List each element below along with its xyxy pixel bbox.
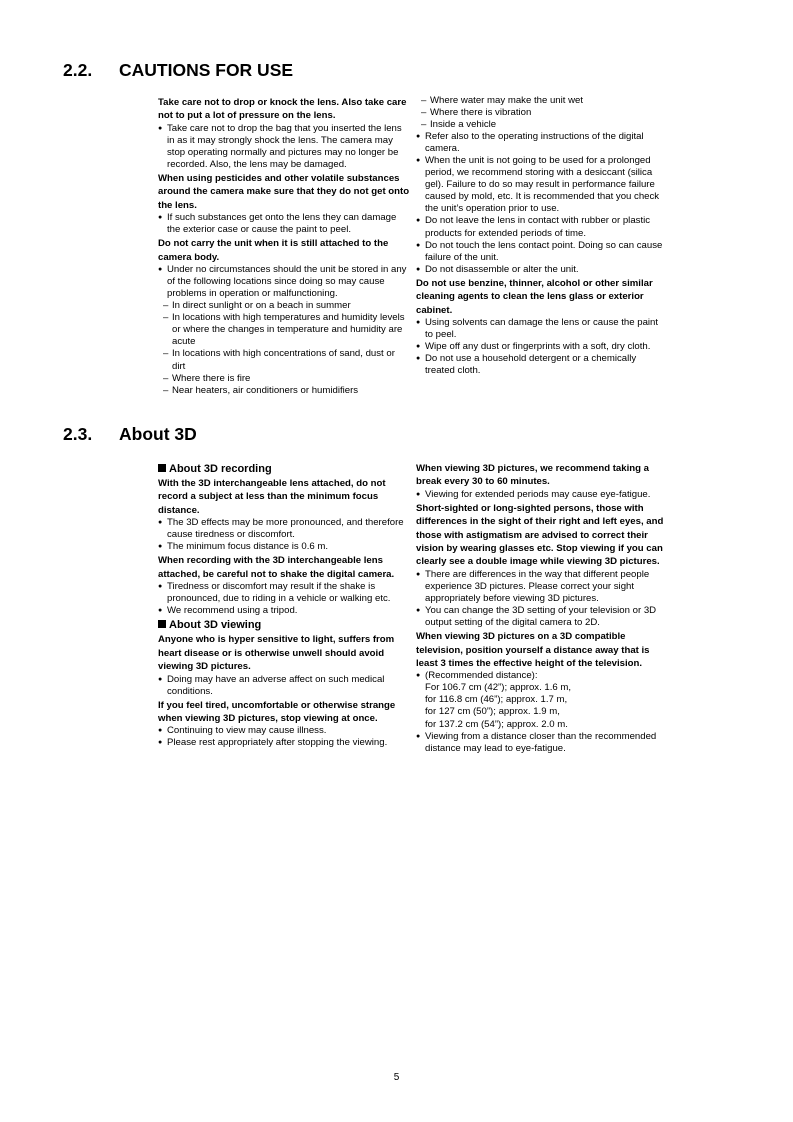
dash-item: – Where there is fire <box>158 373 410 385</box>
recommended-distance-line: For 106.7 cm (42”); approx. 1.6 m, <box>425 682 572 694</box>
bold-paragraph: When recording with the 3D interchangeable lens attached, be careful not to shake the digital camera. <box>158 555 395 580</box>
bold-paragraph: When viewing 3D pictures, we recommend taking a break every 30 to 60 minutes. <box>416 463 649 488</box>
bullet-item: ● The 3D effects may be more pronounced, and therefore cause tiredness or discomfort. <box>158 517 410 541</box>
dash-item: – Where water may make the unit wet <box>416 95 668 107</box>
dash-item: – Near heaters, air conditioners or humidifiers <box>158 385 410 397</box>
section-title: About 3D <box>119 424 197 444</box>
bold-paragraph: Short-sighted or long-sighted persons, those with differences in the sight of their right and left eyes, and those with astigmatism are advised to correct their vision by wearing glasses etc. Stop viewing if you can clearly see a double image while viewing 3D pictures. <box>416 502 664 568</box>
recommended-distance-line: for 127 cm (50”); approx. 1.9 m, <box>425 706 560 718</box>
square-bullet-icon <box>158 464 166 472</box>
dash-item: – Where there is vibration <box>416 107 668 119</box>
bullet-item: ● Do not leave the lens in contact with rubber or plastic products for extended periods of time. <box>416 215 668 239</box>
bold-paragraph: Do not use benzine, thinner, alcohol or other similar cleaning agents to clean the lens glass or exterior cabinet. <box>416 277 653 316</box>
section-number: 2.2. <box>63 60 93 80</box>
about3d-left-column <box>158 461 410 750</box>
bold-paragraph: Anyone who is hyper sensitive to light, suffers from heart disease or is otherwise unwell should avoid viewing 3D pictures. <box>158 634 395 673</box>
bold-paragraph: When viewing 3D pictures on a 3D compatible television, position yourself a distance away that is least 3 times the effective height of the television. <box>416 631 650 669</box>
bullet-item: ● Using solvents can damage the lens or cause the paint to peel. <box>416 317 668 341</box>
cautions-left-column <box>158 95 410 397</box>
bullet-item: ● You can change the 3D setting of your television or 3D output setting of the digital camera to 2D. <box>416 605 668 629</box>
page-number: 5 <box>393 1072 400 1083</box>
bold-paragraph: With the 3D interchangeable lens attached, do not record a subject at less than the minimum focus distance. <box>158 478 386 516</box>
bold-paragraph: Take care not to drop or knock the lens. Also take care not to put a lot of pressure on the lens. <box>158 97 407 122</box>
bold-paragraph: If you feel tired, uncomfortable or otherwise strange when viewing 3D pictures, stop viewing at once. <box>158 699 396 725</box>
subheading <box>158 462 410 476</box>
bullet-item: ● The minimum focus distance is 0.6 m. <box>158 541 410 553</box>
bullet-item: ● There are differences in the way that different people experience 3D pictures. Please correct your sight appropriately before viewing 3D pictures. <box>416 569 668 605</box>
bullet-item: ● Wipe off any dust or fingerprints with a soft, dry cloth. <box>416 341 668 353</box>
bullet-item: ● Take care not to drop the bag that you inserted the lens in as it may strongly shock the lens. The camera may stop operating normally and pictures may no longer be recorded. Also, the lens may be damaged. <box>158 123 410 171</box>
dash-item: – In locations with high temperatures and humidity levels or where the changes in temperature and humidity are acute <box>158 312 410 348</box>
bullet-item: ● Do not use a household detergent or a chemically treated cloth. <box>416 353 668 377</box>
bullet-item: ● Under no circumstances should the unit be stored in any of the following locations since doing so may cause problems in operation or malfunctioning. <box>158 264 410 300</box>
section-heading-about-3d <box>63 424 197 445</box>
square-bullet-icon <box>158 620 166 628</box>
bullet-item: ● We recommend using a tripod. <box>158 605 410 617</box>
recommended-distance-line: for 137.2 cm (54”); approx. 2.0 m. <box>425 718 568 730</box>
section-title: CAUTIONS FOR USE <box>119 60 294 80</box>
cautions-right-column <box>416 95 668 377</box>
section-heading-cautions <box>63 60 293 81</box>
section-number: 2.3. <box>63 424 93 444</box>
bullet-item: ● If such substances get onto the lens they can damage the exterior case or cause the paint to peel. <box>158 212 410 236</box>
dash-item: – In direct sunlight or on a beach in summer <box>158 300 410 312</box>
subheading-text: About 3D viewing <box>169 619 262 632</box>
bullet-item: ● Do not disassemble or alter the unit. <box>416 264 668 276</box>
bold-paragraph: Do not carry the unit when it is still attached to the camera body. <box>158 238 389 263</box>
bullet-item: ● Doing may have an adverse affect on such medical conditions. <box>158 674 410 698</box>
bullet-item: ● Viewing for extended periods may cause eye-fatigue. <box>416 489 668 501</box>
bullet-item: ● Refer also to the operating instructions of the digital camera. <box>416 131 668 155</box>
bold-paragraph: When using pesticides and other volatile substances around the camera make sure that they do not get onto the lens. <box>158 173 410 211</box>
bullet-item: ● Tiredness or discomfort may result if the shake is pronounced, due to riding in a vehicle or walking etc. <box>158 581 410 605</box>
bullet-item: ● Do not touch the lens contact point. Doing so can cause failure of the unit. <box>416 240 668 264</box>
about3d-right-column <box>416 461 668 755</box>
subheading-text: About 3D recording <box>169 463 272 475</box>
dash-item: – In locations with high concentrations of sand, dust or dirt <box>158 348 410 372</box>
bullet-item: ● Please rest appropriately after stopping the viewing. <box>158 737 410 749</box>
bullet-item: ● Continuing to view may cause illness. <box>158 725 410 737</box>
subheading <box>158 618 410 632</box>
bullet-item: ● Viewing from a distance closer than the recommended distance may lead to eye-fatigue. <box>416 731 668 755</box>
dash-item: – Inside a vehicle <box>416 119 668 131</box>
bullet-item: ● (Recommended distance): <box>416 670 668 682</box>
recommended-distance-line: for 116.8 cm (46”); approx. 1.7 m, <box>425 694 568 706</box>
bullet-item: ● When the unit is not going to be used for a prolonged period, we recommend storing with a desiccant (silica gel). Failure to do so may result in performance failure caused by mold, etc. It is recommended that you check the unit’s operation prior to use. <box>416 155 668 215</box>
